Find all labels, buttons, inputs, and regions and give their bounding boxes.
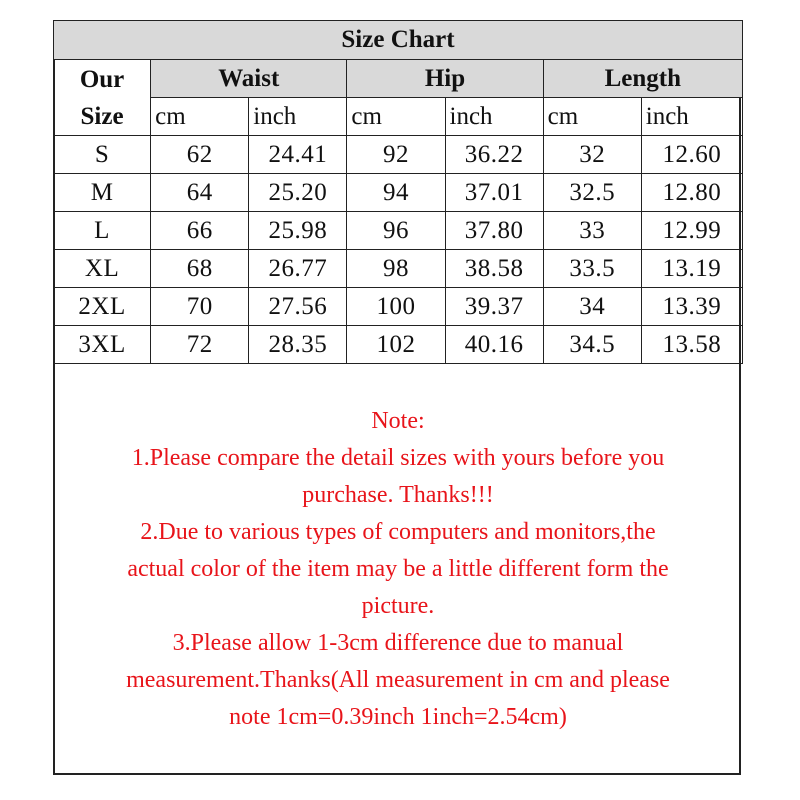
cell-size: 2XL <box>54 288 151 326</box>
note-heading: Note: <box>371 408 425 434</box>
note-line: actual color of the item may be a little different form the <box>127 556 669 582</box>
size-chart-table <box>53 20 743 364</box>
table-row <box>54 212 743 250</box>
cell-hip-cm: 94 <box>347 174 445 212</box>
unit-waist-inch: inch <box>249 98 347 136</box>
cell-waist-cm: 64 <box>151 174 249 212</box>
cell-waist-cm: 66 <box>151 212 249 250</box>
cell-waist-cm: 68 <box>151 250 249 288</box>
cell-hip-cm: 92 <box>347 136 445 174</box>
note-line: 3.Please allow 1-3cm difference due to manual <box>172 630 624 656</box>
cell-length-inch: 12.99 <box>641 212 742 250</box>
cell-length-cm: 32.5 <box>543 174 641 212</box>
table-row <box>54 288 743 326</box>
cell-waist-inch: 24.41 <box>249 136 347 174</box>
cell-length-cm: 34 <box>543 288 641 326</box>
cell-hip-inch: 37.80 <box>445 212 543 250</box>
cell-length-cm: 33 <box>543 212 641 250</box>
length-header: Length <box>543 60 742 98</box>
table-row <box>54 136 743 174</box>
cell-hip-cm: 100 <box>347 288 445 326</box>
note-line: note 1cm=0.39inch 1inch=2.54cm) <box>229 704 567 730</box>
note-line: 1.Please compare the detail sizes with yours before you <box>131 445 665 471</box>
cell-length-inch: 13.58 <box>641 326 742 364</box>
note-line: purchase. Thanks!!! <box>302 482 494 508</box>
cell-size: L <box>54 212 151 250</box>
cell-size: S <box>54 136 151 174</box>
size-rows <box>54 136 743 364</box>
table-row <box>54 250 743 288</box>
cell-waist-inch: 26.77 <box>249 250 347 288</box>
cell-waist-cm: 72 <box>151 326 249 364</box>
cell-waist-inch: 25.98 <box>249 212 347 250</box>
unit-hip-inch: inch <box>445 98 543 136</box>
table-row <box>54 174 743 212</box>
cell-hip-cm: 98 <box>347 250 445 288</box>
hip-header: Hip <box>347 60 543 98</box>
cell-hip-inch: 40.16 <box>445 326 543 364</box>
cell-hip-inch: 37.01 <box>445 174 543 212</box>
note-line: measurement.Thanks(All measurement in cm and please <box>126 667 670 693</box>
cell-waist-inch: 25.20 <box>249 174 347 212</box>
note-block <box>55 403 741 736</box>
cell-hip-inch: 38.58 <box>445 250 543 288</box>
cell-hip-inch: 36.22 <box>445 136 543 174</box>
our-size-label-line2: Size <box>80 102 124 130</box>
cell-waist-cm: 70 <box>151 288 249 326</box>
cell-length-cm: 34.5 <box>543 326 641 364</box>
table-title: Size Chart <box>54 21 743 60</box>
cell-waist-inch: 27.56 <box>249 288 347 326</box>
cell-length-cm: 32 <box>543 136 641 174</box>
cell-hip-inch: 39.37 <box>445 288 543 326</box>
cell-size: 3XL <box>54 326 151 364</box>
cell-length-inch: 12.80 <box>641 174 742 212</box>
cell-size: XL <box>54 250 151 288</box>
cell-waist-cm: 62 <box>151 136 249 174</box>
note-line: 2.Due to various types of computers and monitors,the <box>140 519 656 545</box>
unit-hip-cm: cm <box>347 98 445 136</box>
cell-hip-cm: 102 <box>347 326 445 364</box>
waist-header: Waist <box>151 60 347 98</box>
note-line: picture. <box>361 593 435 619</box>
cell-waist-inch: 28.35 <box>249 326 347 364</box>
cell-hip-cm: 96 <box>347 212 445 250</box>
unit-waist-cm: cm <box>151 98 249 136</box>
our-size-label-line1: Our <box>79 65 125 93</box>
cell-size: M <box>54 174 151 212</box>
unit-length-cm: cm <box>543 98 641 136</box>
table-row <box>54 326 743 364</box>
unit-length-inch: inch <box>641 98 742 136</box>
cell-length-inch: 12.60 <box>641 136 742 174</box>
cell-length-cm: 33.5 <box>543 250 641 288</box>
cell-length-inch: 13.19 <box>641 250 742 288</box>
cell-length-inch: 13.39 <box>641 288 742 326</box>
our-size-header <box>54 60 151 136</box>
